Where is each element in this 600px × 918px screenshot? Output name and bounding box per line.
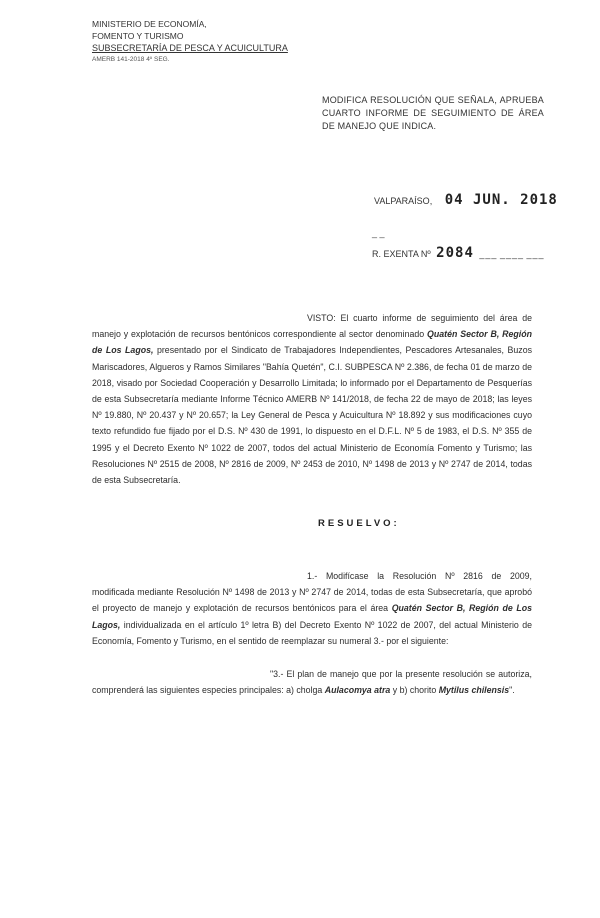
- article-1-paragraph: [92, 568, 532, 649]
- blank-line-c: ___: [526, 249, 545, 259]
- species-mytilus: Mytilus chilensis: [438, 685, 510, 696]
- quote-text-1: "3.- El plan de manejo que por la presente resolución se autoriza, comprenderá las siguientes especies principales: a) cholga: [92, 669, 532, 696]
- quote-text-2: y b) chorito: [390, 685, 439, 696]
- letterhead: [92, 18, 288, 66]
- article-1-area-name: Quatén Sector B, Región de Los Lagos,: [92, 603, 532, 630]
- visto-text-1: El cuarto informe de seguimiento del área de manejo y explotación de recursos bentónicos correspondiente al sector denominado: [92, 313, 532, 340]
- date-stamp: 04 JUN. 2018: [444, 192, 558, 208]
- place: VALPARAÍSO,: [374, 196, 433, 206]
- quoted-numeral-paragraph: [92, 666, 532, 698]
- visto-lead: VISTO:: [307, 313, 336, 323]
- article-1-text-2: individualizada en el artículo 1º letra B) del Decreto Exento Nº 1022 de 2007, del actual Ministerio de Economía, Fomento y Turismo, en el sentido de reemplazar su numeral 3.- por el siguiente:: [92, 619, 532, 646]
- resolution-number: 2084: [436, 245, 474, 261]
- resolution-subject: MODIFICA RESOLUCIÓN QUE SEÑALA, APRUEBA CUARTO INFORME DE SEGUIMIENTO DE ÁREA DE MANEJO QUE INDICA.: [322, 95, 544, 131]
- article-1-text-1: 1.- Modifícase la Resolución Nº 2816 de 2009, modificada mediante Resolución Nº 1498 de 2013 y Nº 2747 de 2014, todas de esta Subsecretaría, que aprobó el proyecto de manejo y explotación de recursos bentónicos para el área: [92, 571, 532, 614]
- exenta-number-row: [372, 245, 545, 261]
- place-date: [374, 192, 558, 208]
- ministry-line-2: FOMENTO Y TURISMO: [92, 31, 184, 41]
- blank-line-b: ____: [499, 249, 524, 259]
- visto-area-name: Quatén Sector B, Región de Los Lagos,: [92, 329, 532, 356]
- visto-text-2: presentado por el Sindicato de Trabajadores Independientes, Pescadores Artesanales, Buzos Mariscadores, Algueros y Ramos Similares "Bahía Quetén", C.I. SUBPESCA Nº 2.386, de fecha 01 de marzo de 2018, visado por Sociedad Cooperación y Desarrollo Limitada; lo informado por el Departamento de Pesquerías de esta Subsecretaría mediante Informe Técnico AMERB Nº 141/2018, de fecha 22 de mayo de 2018; las leyes Nº 19.880, Nº 20.437 y Nº 20.657; la Ley General de Pesca y Acuicultura Nº 18.892 y sus modificaciones cuyo texto refundido fue fijado por el D.S. Nº 430 de 1991, lo dispuesto en el D.F.L. Nº 5 de 1983, el D.S. Nº 355 de 1995 y el Decreto Exento Nº 1022 de 2007, todos del actual Ministerio de Economía Fomento y Turismo; las Resoluciones Nº 2515 de 2008, Nº 2816 de 2009, Nº 2453 de 2010, Nº 1498 de 2013 y Nº 2747 de 2014, todas de esta Subsecretaría.: [92, 345, 532, 486]
- blank-line-a: ___: [479, 249, 498, 259]
- dashes: _ _: [372, 228, 385, 238]
- resuelvo-heading: RESUELVO:: [318, 518, 400, 529]
- quote-text-3: ".: [509, 685, 515, 696]
- exenta-label: R. EXENTA Nº: [372, 249, 431, 259]
- reference-code: AMERB 141-2018 4º SEG.: [92, 56, 170, 63]
- visto-paragraph: [92, 310, 532, 488]
- ministry-line: MINISTERIO DE ECONOMÍA,: [92, 19, 207, 29]
- subsecretaria-line: SUBSECRETARÍA DE PESCA Y ACUICULTURA: [92, 43, 288, 53]
- species-aulacomya: Aulacomya atra: [324, 685, 391, 696]
